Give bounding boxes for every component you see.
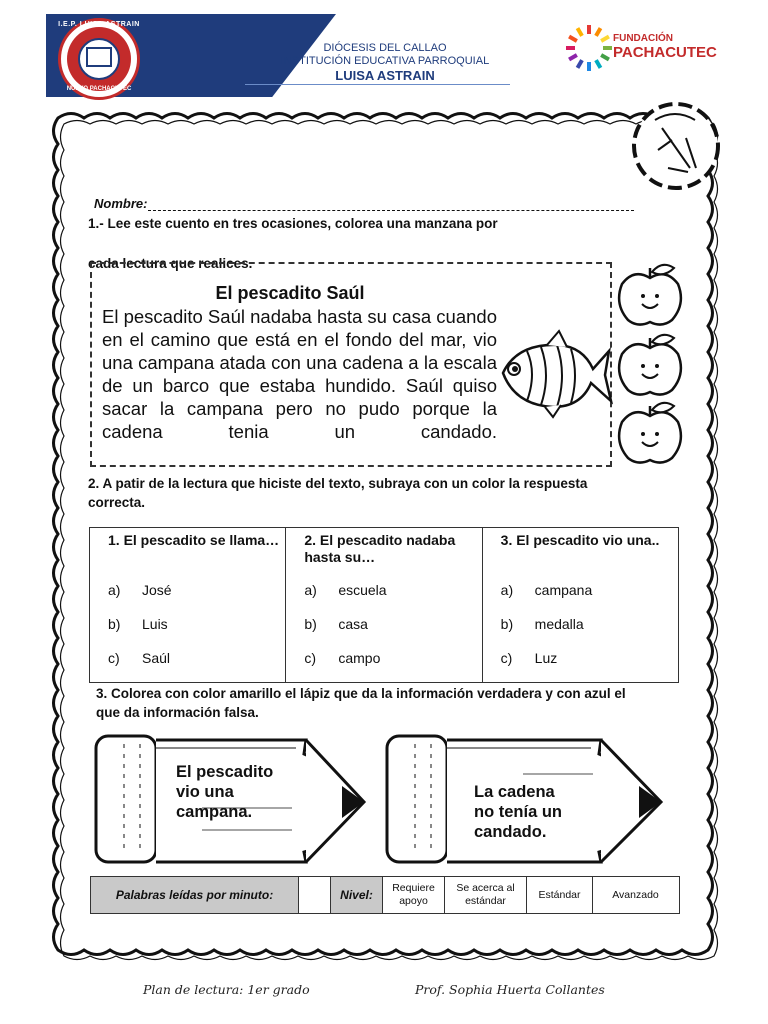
option-letter: b) [108, 616, 121, 632]
footer-teacher: Prof. Sophia Huerta Collantes [415, 982, 605, 997]
fundacion-label: FUNDACIÓN [613, 33, 673, 44]
pencil-text-line: La cadena [474, 783, 555, 801]
question-heading: 2. El pescadito nadaba hasta su… [304, 532, 456, 565]
apple-icon[interactable] [616, 332, 684, 398]
option-letter: c) [304, 650, 316, 666]
option-text: medalla [534, 616, 584, 632]
option-letter: c) [108, 650, 120, 666]
option-text: campana [534, 582, 593, 598]
answer-option[interactable] [108, 616, 168, 632]
quiz-table [89, 527, 679, 683]
header-divider [245, 84, 510, 85]
diocese-heading [280, 42, 490, 68]
answer-option[interactable] [304, 582, 386, 598]
name-label: Nombre: [94, 196, 148, 211]
pencil-text-line: vio una [176, 783, 234, 801]
name-input-line[interactable] [148, 210, 634, 211]
pencil-2-text [474, 782, 562, 842]
instruction-1-line1: 1.- Lee este cuento en tres ocasiones, colorea una manzana por [88, 216, 498, 231]
option-text: escuela [338, 582, 387, 598]
diocese-line1: DIÓCESIS DEL CALLAO [323, 42, 447, 54]
option-letter: b) [500, 616, 514, 632]
question-column [286, 528, 482, 682]
level-option[interactable]: Avanzado [612, 888, 659, 901]
pencil-text-line: campana. [176, 803, 253, 821]
option-letter: b) [304, 616, 317, 632]
level-option[interactable]: Estándar [527, 877, 593, 913]
reading-level-table [90, 876, 680, 914]
diocese-line2: INSTITUCIÓN EDUCATIVA PARROQUIAL [280, 55, 490, 67]
question-column [483, 528, 678, 682]
pencil-text-line: no tenía un [474, 803, 562, 821]
story-title: El pescadito Saúl [215, 283, 365, 303]
option-text: José [142, 582, 172, 598]
fish-icon [497, 329, 613, 419]
answer-option[interactable] [304, 616, 368, 632]
option-text: Luis [142, 616, 168, 632]
answer-option[interactable] [501, 582, 593, 598]
story-text: El pescadito Saúl nadaba hasta su casa cuando en el camino que está en el fondo del mar, vio una campana atada con una cadena a la escala de un barco que estaba hundido. Saúl quiso sacar la campana pero no pudo porque la cadena tenia un candado. [102, 306, 497, 442]
fundacion-name: PACHACUTEC [613, 44, 717, 61]
school-name: LUISA ASTRAIN [335, 68, 435, 83]
option-text: campo [338, 650, 381, 666]
fundacion-sun-icon [563, 22, 615, 74]
words-per-minute-field[interactable] [299, 877, 331, 913]
question-column [90, 528, 286, 682]
answer-option[interactable] [501, 650, 558, 666]
answer-option[interactable] [108, 650, 170, 666]
answer-option[interactable] [501, 616, 584, 632]
level-option[interactable]: Se acerca al estándar [445, 877, 527, 913]
answer-option[interactable] [304, 650, 380, 666]
apple-icon[interactable] [616, 262, 684, 328]
option-text: casa [338, 616, 368, 632]
question-heading: 3. El pescadito vio una.. [500, 532, 660, 548]
option-letter: a) [304, 582, 317, 598]
question-heading: 1. El pescadito se llama… [108, 532, 280, 548]
seal-top-text: I.E.P. LUISA ASTRAIN [58, 21, 140, 28]
pencil-1-text [176, 762, 273, 822]
pencil-text-line: El pescadito [176, 763, 274, 781]
option-text: Saúl [142, 650, 171, 666]
option-text: Luz [534, 650, 558, 666]
footer-plan: Plan de lectura: 1er grado [143, 982, 310, 997]
words-per-minute-label: Palabras leídas por minuto: [91, 877, 299, 913]
option-letter: c) [500, 650, 513, 666]
option-letter: a) [500, 582, 514, 598]
instruction-2: 2. A patir de la lectura que hiciste del texto, subraya con un color la respuesta correcta. [88, 476, 588, 510]
instruction-1-line2: cada lectura que realices. [88, 256, 253, 271]
instruction-3: 3. Colorea con color amarillo el lápiz que da la información verdadera y con azul el que da información falsa. [96, 686, 626, 720]
apple-icon[interactable] [616, 400, 684, 466]
answer-option[interactable] [108, 582, 172, 598]
level-option[interactable]: Requiere apoyo [383, 877, 445, 913]
level-label: Nivel: [331, 877, 383, 913]
option-letter: a) [108, 582, 121, 598]
pencil-text-line: candado. [474, 823, 547, 841]
seal-bottom-text: NUEVO PACHACUTEC [66, 86, 132, 92]
